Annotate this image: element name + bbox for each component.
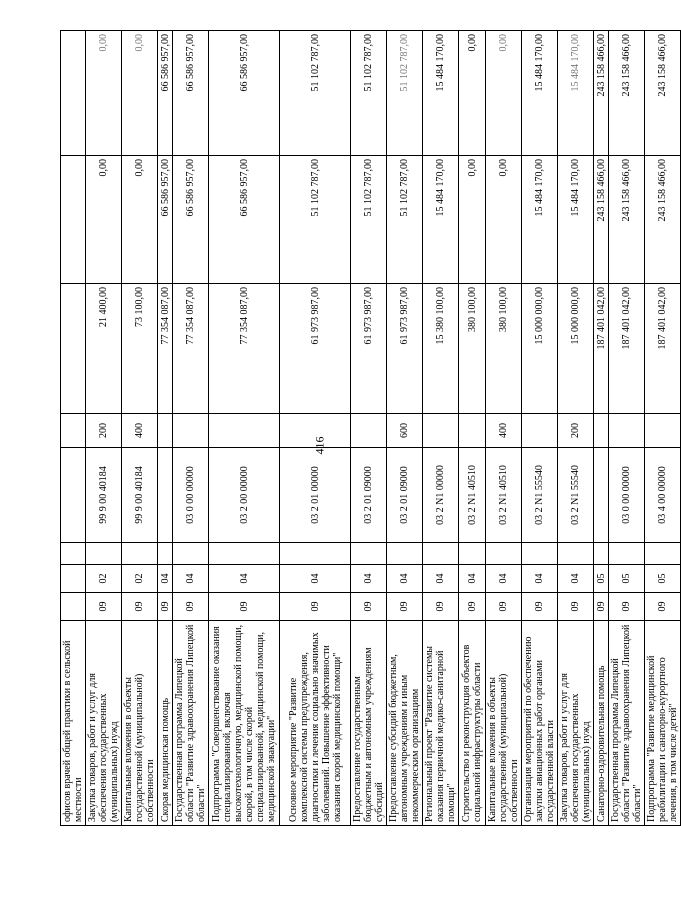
row-name: Закупка товаров, работ и услуг для обеспечения государственных (муниципальных) нужд bbox=[558, 621, 594, 826]
table-cell: 66 586 957,00 bbox=[209, 31, 280, 156]
table-cell: 15 484 170,00 bbox=[423, 31, 459, 156]
table-cell bbox=[486, 543, 522, 565]
table-cell: 15 380 100,00 bbox=[423, 284, 459, 414]
table-cell: 03 2 N1 00000 bbox=[423, 448, 459, 543]
row-name: Предоставление субсидий бюджетным, автономным учреждениям и иным некоммерческим организациям bbox=[387, 621, 423, 826]
table-cell: 09 bbox=[459, 593, 486, 621]
table-row bbox=[387, 31, 423, 826]
table-cell: 04 bbox=[522, 565, 558, 593]
table-cell: 05 bbox=[645, 565, 681, 593]
table-cell bbox=[522, 543, 558, 565]
table-cell bbox=[122, 543, 158, 565]
table-cell: 380 100,00 bbox=[486, 284, 522, 414]
table-cell: 04 bbox=[459, 565, 486, 593]
table-cell: 243 158 466,00 bbox=[594, 31, 609, 156]
table-cell: 73 100,00 bbox=[122, 284, 158, 414]
table-cell bbox=[61, 593, 86, 621]
table-cell: 09 bbox=[173, 593, 209, 621]
table-cell bbox=[158, 414, 173, 448]
table-cell: 0,00 bbox=[459, 31, 486, 156]
table-cell: 243 158 466,00 bbox=[645, 156, 681, 284]
table-cell bbox=[61, 284, 86, 414]
table-cell: 187 401 042,00 bbox=[645, 284, 681, 414]
row-name: Скорая медицинская помощь bbox=[158, 621, 173, 826]
table-cell: 187 401 042,00 bbox=[609, 284, 645, 414]
table-cell: 15 484 170,00 bbox=[522, 31, 558, 156]
table-cell: 03 2 01 00000 bbox=[280, 448, 351, 543]
table-cell: 04 bbox=[423, 565, 459, 593]
table-cell: 04 bbox=[158, 565, 173, 593]
table-cell bbox=[459, 414, 486, 448]
row-name: Капитальные вложения в объекты государственной (муниципальной) собственности bbox=[122, 621, 158, 826]
table-row bbox=[351, 31, 387, 826]
table-cell bbox=[594, 543, 609, 565]
table-cell: 0,00 bbox=[486, 31, 522, 156]
table-cell bbox=[609, 414, 645, 448]
table-cell bbox=[61, 543, 86, 565]
table-cell: 09 bbox=[645, 593, 681, 621]
table-cell bbox=[61, 31, 86, 156]
table-cell: 09 bbox=[594, 593, 609, 621]
table-cell: 380 100,00 bbox=[459, 284, 486, 414]
row-name: Строительство и реконструкция объектов социальной инфраструктуры области bbox=[459, 621, 486, 826]
table-cell: 03 2 N1 40510 bbox=[486, 448, 522, 543]
table-cell bbox=[594, 448, 609, 543]
table-cell: 0,00 bbox=[459, 156, 486, 284]
table-cell bbox=[522, 414, 558, 448]
table-cell: 66 586 957,00 bbox=[158, 156, 173, 284]
table-cell: 05 bbox=[609, 565, 645, 593]
table-cell: 03 2 N1 55540 bbox=[558, 448, 594, 543]
table-row bbox=[86, 31, 122, 826]
table-cell: 51 102 787,00 bbox=[387, 31, 423, 156]
table-cell: 200 bbox=[558, 414, 594, 448]
table-cell bbox=[423, 414, 459, 448]
table-row bbox=[61, 31, 86, 826]
table-cell: 77 354 087,00 bbox=[173, 284, 209, 414]
table-cell: 66 586 957,00 bbox=[209, 156, 280, 284]
table-cell: 04 bbox=[209, 565, 280, 593]
table-cell: 61 973 987,00 bbox=[280, 284, 351, 414]
table-cell: 03 2 N1 55540 bbox=[522, 448, 558, 543]
table-cell: 61 973 987,00 bbox=[351, 284, 387, 414]
table-cell: 0,00 bbox=[86, 156, 122, 284]
table-cell: 05 bbox=[594, 565, 609, 593]
table-cell bbox=[423, 543, 459, 565]
table-cell: 51 102 787,00 bbox=[280, 31, 351, 156]
table-cell bbox=[351, 414, 387, 448]
table-row bbox=[486, 31, 522, 826]
table-cell: 15 484 170,00 bbox=[522, 156, 558, 284]
table-cell: 09 bbox=[158, 593, 173, 621]
table-cell bbox=[645, 414, 681, 448]
table-cell: 04 bbox=[280, 565, 351, 593]
table-cell: 15 484 170,00 bbox=[558, 31, 594, 156]
table-cell: 15 484 170,00 bbox=[558, 156, 594, 284]
table-cell: 99 9 00 40184 bbox=[86, 448, 122, 543]
row-name: Подпрограмма "Совершенствование оказания специализированной, включая высокотехнологичную, медицинской помощи, скорой, в том числе скорой специализированной, медицинской помощи, медицинской эвакуации" bbox=[209, 621, 280, 826]
row-name: офисов врачей общей практики в сельской местности bbox=[61, 621, 86, 826]
table-cell: 15 000 000,00 bbox=[522, 284, 558, 414]
table-cell: 03 0 00 00000 bbox=[173, 448, 209, 543]
table-cell: 400 bbox=[122, 414, 158, 448]
table-cell bbox=[61, 414, 86, 448]
table-row bbox=[594, 31, 609, 826]
table-cell: 02 bbox=[122, 565, 158, 593]
table-cell bbox=[609, 543, 645, 565]
table-cell: 09 bbox=[486, 593, 522, 621]
table-cell: 09 bbox=[351, 593, 387, 621]
table-cell: 09 bbox=[387, 593, 423, 621]
row-name: Подпрограмма "Развитие медицинской реабилитации и санаторно-курортного лечения, в том числе детей" bbox=[645, 621, 681, 826]
page-number: 416 bbox=[312, 436, 327, 455]
table-cell: 03 4 00 00000 bbox=[645, 448, 681, 543]
table-cell: 51 102 787,00 bbox=[387, 156, 423, 284]
table-cell bbox=[173, 414, 209, 448]
table-cell: 66 586 957,00 bbox=[173, 156, 209, 284]
table-row bbox=[280, 31, 351, 826]
table-cell bbox=[558, 543, 594, 565]
table-cell: 66 586 957,00 bbox=[173, 31, 209, 156]
table-cell: 0,00 bbox=[122, 31, 158, 156]
table-cell: 04 bbox=[387, 565, 423, 593]
table-cell: 09 bbox=[609, 593, 645, 621]
table-cell: 200 bbox=[86, 414, 122, 448]
table-cell: 09 bbox=[122, 593, 158, 621]
table-cell: 66 586 957,00 bbox=[158, 31, 173, 156]
table-cell: 21 400,00 bbox=[86, 284, 122, 414]
table-cell bbox=[158, 448, 173, 543]
table-cell bbox=[173, 543, 209, 565]
row-name: Капитальные вложения в объекты государственной (муниципальной) собственности bbox=[486, 621, 522, 826]
table-cell: 02 bbox=[86, 565, 122, 593]
table-cell: 243 158 466,00 bbox=[594, 156, 609, 284]
table-cell: 400 bbox=[486, 414, 522, 448]
table-cell: 243 158 466,00 bbox=[645, 31, 681, 156]
table-cell bbox=[459, 543, 486, 565]
table-cell: 0,00 bbox=[486, 156, 522, 284]
row-name: Государственная программа Липецкой области "Развитие здравоохранения Липецкой области" bbox=[609, 621, 645, 826]
table-cell: 09 bbox=[558, 593, 594, 621]
table-cell: 0,00 bbox=[122, 156, 158, 284]
table-cell bbox=[61, 565, 86, 593]
table-cell bbox=[594, 414, 609, 448]
row-name: Предоставление государственным бюджетным и автономным учреждениям субсидий bbox=[351, 621, 387, 826]
table-cell bbox=[280, 543, 351, 565]
table-cell: 04 bbox=[558, 565, 594, 593]
table-cell: 600 bbox=[387, 414, 423, 448]
table-cell: 51 102 787,00 bbox=[280, 156, 351, 284]
table-cell: 51 102 787,00 bbox=[351, 156, 387, 284]
table-cell: 04 bbox=[351, 565, 387, 593]
table-cell: 51 102 787,00 bbox=[351, 31, 387, 156]
table-cell: 61 973 987,00 bbox=[387, 284, 423, 414]
table-cell: 77 354 087,00 bbox=[209, 284, 280, 414]
table-cell: 03 2 00 00000 bbox=[209, 448, 280, 543]
table-row bbox=[522, 31, 558, 826]
budget-table-container bbox=[60, 31, 679, 826]
table-cell: 77 354 087,00 bbox=[158, 284, 173, 414]
table-cell: 03 2 01 09000 bbox=[351, 448, 387, 543]
row-name: Организация мероприятий по обеспечению закупки авиационных работ органами государственной власти bbox=[522, 621, 558, 826]
table-cell bbox=[61, 448, 86, 543]
table-cell: 15 000 000,00 bbox=[558, 284, 594, 414]
table-cell: 243 158 466,00 bbox=[609, 156, 645, 284]
table-cell bbox=[209, 414, 280, 448]
table-cell: 03 2 01 09000 bbox=[387, 448, 423, 543]
row-name: Основное мероприятие "Развитие комплексной системы предупреждения, диагностики и лечения социально значимых заболеваний. Повышение эффективности оказания скорой медицинской помощи" bbox=[280, 621, 351, 826]
table-cell: 03 0 00 00000 bbox=[609, 448, 645, 543]
table-cell: 04 bbox=[173, 565, 209, 593]
table-row bbox=[158, 31, 173, 826]
table-cell: 0,00 bbox=[86, 31, 122, 156]
row-name: Санаторно-оздоровительная помощь bbox=[594, 621, 609, 826]
table-cell: 187 401 042,00 bbox=[594, 284, 609, 414]
table-cell: 03 2 N1 40510 bbox=[459, 448, 486, 543]
table-cell: 243 158 466,00 bbox=[609, 31, 645, 156]
table-cell: 99 9 00 40184 bbox=[122, 448, 158, 543]
table-row bbox=[645, 31, 681, 826]
table-cell: 09 bbox=[280, 593, 351, 621]
table-row bbox=[609, 31, 645, 826]
table-cell bbox=[387, 543, 423, 565]
budget-table bbox=[60, 30, 681, 826]
table-row bbox=[558, 31, 594, 826]
table-cell: 09 bbox=[522, 593, 558, 621]
table-cell bbox=[158, 543, 173, 565]
table-cell: 09 bbox=[86, 593, 122, 621]
table-cell bbox=[61, 156, 86, 284]
table-row bbox=[459, 31, 486, 826]
table-row bbox=[122, 31, 158, 826]
table-row bbox=[423, 31, 459, 826]
table-row bbox=[209, 31, 280, 826]
table-cell: 15 484 170,00 bbox=[423, 156, 459, 284]
table-cell bbox=[351, 543, 387, 565]
table-cell: 04 bbox=[486, 565, 522, 593]
row-name: Региональный проект "Развитие системы оказания первичной медико-санитарной помощи" bbox=[423, 621, 459, 826]
table-cell bbox=[280, 414, 351, 448]
table-body bbox=[61, 31, 681, 826]
table-cell: 09 bbox=[209, 593, 280, 621]
table-cell: 09 bbox=[423, 593, 459, 621]
row-name: Государственная программа Липецкой области "Развитие здравоохранения Липецкой области" bbox=[173, 621, 209, 826]
table-cell bbox=[645, 543, 681, 565]
table-row bbox=[173, 31, 209, 826]
table-cell bbox=[209, 543, 280, 565]
row-name: Закупка товаров, работ и услуг для обеспечения государственных (муниципальных) нужд bbox=[86, 621, 122, 826]
table-cell bbox=[86, 543, 122, 565]
